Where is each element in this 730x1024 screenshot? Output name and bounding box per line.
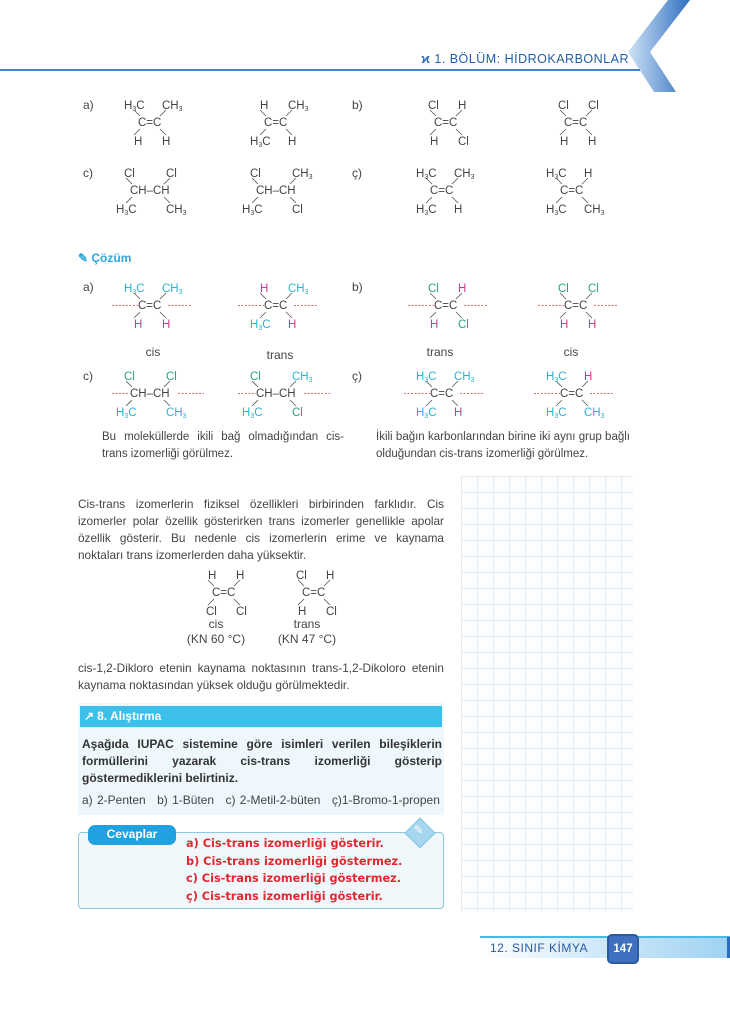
molecule [404, 369, 514, 423]
double-bond-core: C=C [264, 300, 288, 312]
molecule [112, 166, 222, 220]
substituent-tl: Cl [124, 371, 135, 383]
exercise-option: a) 2-Penten [82, 793, 146, 807]
substituent-bl: $H_3C$ [242, 407, 263, 420]
caption-cis: cis [145, 345, 161, 359]
substituent-bl: H [298, 606, 307, 618]
pencil-icon: ✎ [404, 817, 435, 848]
molecule [408, 98, 518, 152]
answer-item: ç) Cis-trans izomerliği gösterir. [186, 889, 383, 903]
substituent-br: H [288, 136, 297, 148]
question-a-label: a) [83, 98, 94, 112]
substituent-br: Cl [236, 606, 247, 618]
substituent-br: $CH_3$ [166, 407, 187, 420]
substituent-tr: $CH_3$ [292, 168, 313, 181]
substituent-tl: Cl [428, 100, 439, 112]
substituent-tl: Cl [558, 283, 569, 295]
substituent-br: $CH_3$ [584, 407, 605, 420]
trans-name: trans [293, 617, 321, 631]
substituent-bl: H [430, 136, 439, 148]
substituent-bl: $H_3C$ [546, 204, 567, 217]
substituent-br: H [588, 136, 597, 148]
substituent-bl: $H_3C$ [546, 407, 567, 420]
question-cc-label: ç) [352, 166, 362, 180]
substituent-tr: H [584, 371, 593, 383]
substituent-tl: H [260, 283, 269, 295]
paragraph-physical-properties: Cis-trans izomerlerin fiziksel özellikleri birbirinden farklıdır. Cis izomerler polar özellik gösterirken trans izomerler genellikle apolar özellik gösterir. Bu nedenle cis izomerlerin erime ve kaynama noktaları trans izomerlerden daha yüksektir. [78, 497, 444, 562]
substituent-tl: $H_3C$ [124, 100, 145, 113]
paragraph-boiling-conclusion: cis-1,2-Dikloro etenin kaynama noktasının trans-1,2-Dikoloro etenin kaynama noktasından yüksek olduğu görülmektedir. [78, 661, 444, 692]
exercise-option: ç)1-Bromo-1-propen [331, 793, 440, 807]
notes-grid [461, 476, 633, 912]
double-bond-core: C=C [264, 117, 288, 129]
substituent-tr: H [236, 570, 245, 582]
caption-trans: trans [426, 345, 454, 359]
chapter-title [421, 52, 629, 66]
substituent-br: $CH_3$ [166, 204, 187, 217]
solution-b-label: b) [352, 280, 363, 294]
page-number: 147 [607, 934, 639, 964]
double-bond-core: C=C [434, 300, 458, 312]
double-bond-core: C=C [138, 117, 162, 129]
substituent-tr: H [326, 570, 335, 582]
substituent-bl: H [560, 136, 569, 148]
substituent-bl: $H_3C$ [116, 204, 137, 217]
book-title: 12. SINIF KİMYA [490, 941, 588, 955]
substituent-tr: Cl [588, 283, 599, 295]
cis-caption [186, 617, 246, 647]
substituent-bl: H [134, 319, 143, 331]
substituent-br: Cl [326, 606, 337, 618]
substituent-br: H [454, 204, 463, 216]
double-bond-core: CH–CH [130, 388, 170, 400]
substituent-tl: Cl [124, 168, 135, 180]
molecule [238, 281, 348, 335]
substituent-tl: $H_3C$ [124, 283, 145, 296]
cis-name: cis [208, 617, 224, 631]
substituent-br: Cl [458, 319, 469, 331]
substituent-tr: Cl [588, 100, 599, 112]
substituent-tr: $CH_3$ [162, 100, 183, 113]
double-bond-core: CH–CH [130, 185, 170, 197]
double-bond-core: C=C [434, 117, 458, 129]
substituent-tl: $H_3C$ [546, 168, 567, 181]
trans-caption [272, 617, 342, 647]
substituent-br: H [588, 319, 597, 331]
exercise-options [82, 793, 447, 807]
chapter-title-text: 1. BÖLÜM: HİDROKARBONLAR [434, 52, 629, 66]
molecule [112, 98, 222, 152]
substituent-tr: Cl [166, 371, 177, 383]
substituent-br: H [288, 319, 297, 331]
substituent-tl: $H_3C$ [546, 371, 567, 384]
x-mark-icon: ϰ [421, 52, 431, 66]
substituent-br: H [162, 136, 171, 148]
solution-heading [78, 251, 131, 265]
substituent-tr: $CH_3$ [288, 283, 309, 296]
substituent-bl: Cl [206, 606, 217, 618]
substituent-tl: Cl [250, 168, 261, 180]
double-bond-core: C=C [302, 587, 326, 599]
molecule [534, 369, 644, 423]
double-bond-core: C=C [430, 185, 454, 197]
substituent-bl: $H_3C$ [116, 407, 137, 420]
answers-tab: Cevaplar [88, 825, 176, 845]
molecule-dichloroethene-trans [276, 568, 386, 622]
double-bond-core: C=C [560, 388, 584, 400]
double-bond-core: C=C [212, 587, 236, 599]
edit-icon: ✎ [78, 251, 92, 265]
exercise-header [80, 706, 442, 727]
substituent-br: H [454, 407, 463, 419]
substituent-tr: H [584, 168, 593, 180]
substituent-br: H [162, 319, 171, 331]
answer-item: c) Cis-trans izomerliği göstermez. [186, 872, 402, 885]
substituent-bl: H [430, 319, 439, 331]
molecule [112, 281, 222, 335]
solution-a-label: a) [83, 280, 94, 294]
substituent-tl: H [208, 570, 217, 582]
substituent-tl: H [260, 100, 269, 112]
solution-cc-note: İkili bağın karbonlarından birine iki aynı grup bağlı olduğundan cis-trans izomerliği görülmez. [376, 431, 630, 460]
molecule [538, 98, 648, 152]
solution-title: Çözüm [91, 251, 132, 265]
substituent-br: Cl [292, 407, 303, 419]
cis-boiling-point: (KN 60 °C) [186, 632, 246, 646]
solution-c-note: Bu moleküllerde ikili bağ olmadığından cis-trans izomerliği görülmez. [102, 431, 344, 460]
header-rule [0, 69, 640, 71]
substituent-bl: $H_3C$ [416, 204, 437, 217]
molecule [238, 166, 348, 220]
answer-item: b) Cis-trans izomerliği göstermez. [186, 854, 403, 868]
substituent-tl: Cl [296, 570, 307, 582]
molecule [112, 369, 222, 423]
solution-cc-label: ç) [352, 369, 362, 383]
molecule [238, 369, 348, 423]
molecule [404, 166, 514, 220]
substituent-tr: $CH_3$ [288, 100, 309, 113]
substituent-tr: H [458, 283, 467, 295]
substituent-bl: $H_3C$ [250, 136, 271, 149]
molecule [238, 98, 348, 152]
double-bond-core: C=C [560, 185, 584, 197]
substituent-tl: $H_3C$ [416, 168, 437, 181]
substituent-tr: $CH_3$ [292, 371, 313, 384]
substituent-tr: Cl [166, 168, 177, 180]
exercise-title: 8. Alıştırma [97, 709, 162, 723]
question-c-label: c) [83, 166, 93, 180]
substituent-tl: $H_3C$ [416, 371, 437, 384]
share-icon: ↗ [84, 709, 95, 723]
answers-list [186, 835, 402, 905]
molecule [534, 166, 644, 220]
solution-c-label: c) [83, 369, 93, 383]
caption-trans: trans [266, 348, 294, 362]
substituent-tl: Cl [428, 283, 439, 295]
substituent-bl: $H_3C$ [242, 204, 263, 217]
substituent-bl: H [560, 319, 569, 331]
answer-item: a) Cis-trans izomerliği gösterir. [186, 837, 384, 850]
substituent-bl: $H_3C$ [416, 407, 437, 420]
substituent-tr: $CH_3$ [454, 168, 475, 181]
question-b-label: b) [352, 98, 363, 112]
substituent-br: Cl [292, 204, 303, 216]
double-bond-core: C=C [564, 300, 588, 312]
double-bond-core: CH–CH [256, 388, 296, 400]
substituent-tr: $CH_3$ [454, 371, 475, 384]
molecule [408, 281, 518, 335]
substituent-tl: Cl [250, 371, 261, 383]
double-bond-core: C=C [430, 388, 454, 400]
exercise-question: Aşağıda IUPAC sistemine göre isimleri verilen bileşiklerin formüllerini yazarak cis-trans izomerliği gösterip göstermediklerini belirtiniz. [82, 737, 442, 785]
substituent-tr: H [458, 100, 467, 112]
substituent-br: Cl [458, 136, 469, 148]
footer-rule [480, 936, 730, 938]
trans-boiling-point: (KN 47 °C) [277, 632, 337, 646]
substituent-bl: $H_3C$ [250, 319, 271, 332]
chapter-chevron-decoration [628, 0, 730, 95]
double-bond-core: C=C [138, 300, 162, 312]
substituent-tl: Cl [558, 100, 569, 112]
molecule [538, 281, 648, 335]
exercise-option: b) 1-Büten [157, 793, 215, 807]
substituent-br: $CH_3$ [584, 204, 605, 217]
substituent-tr: $CH_3$ [162, 283, 183, 296]
caption-cis: cis [563, 345, 579, 359]
double-bond-core: C=C [564, 117, 588, 129]
double-bond-core: CH–CH [256, 185, 296, 197]
exercise-option: c) 2-Metil-2-büten [225, 793, 321, 807]
substituent-bl: H [134, 136, 143, 148]
